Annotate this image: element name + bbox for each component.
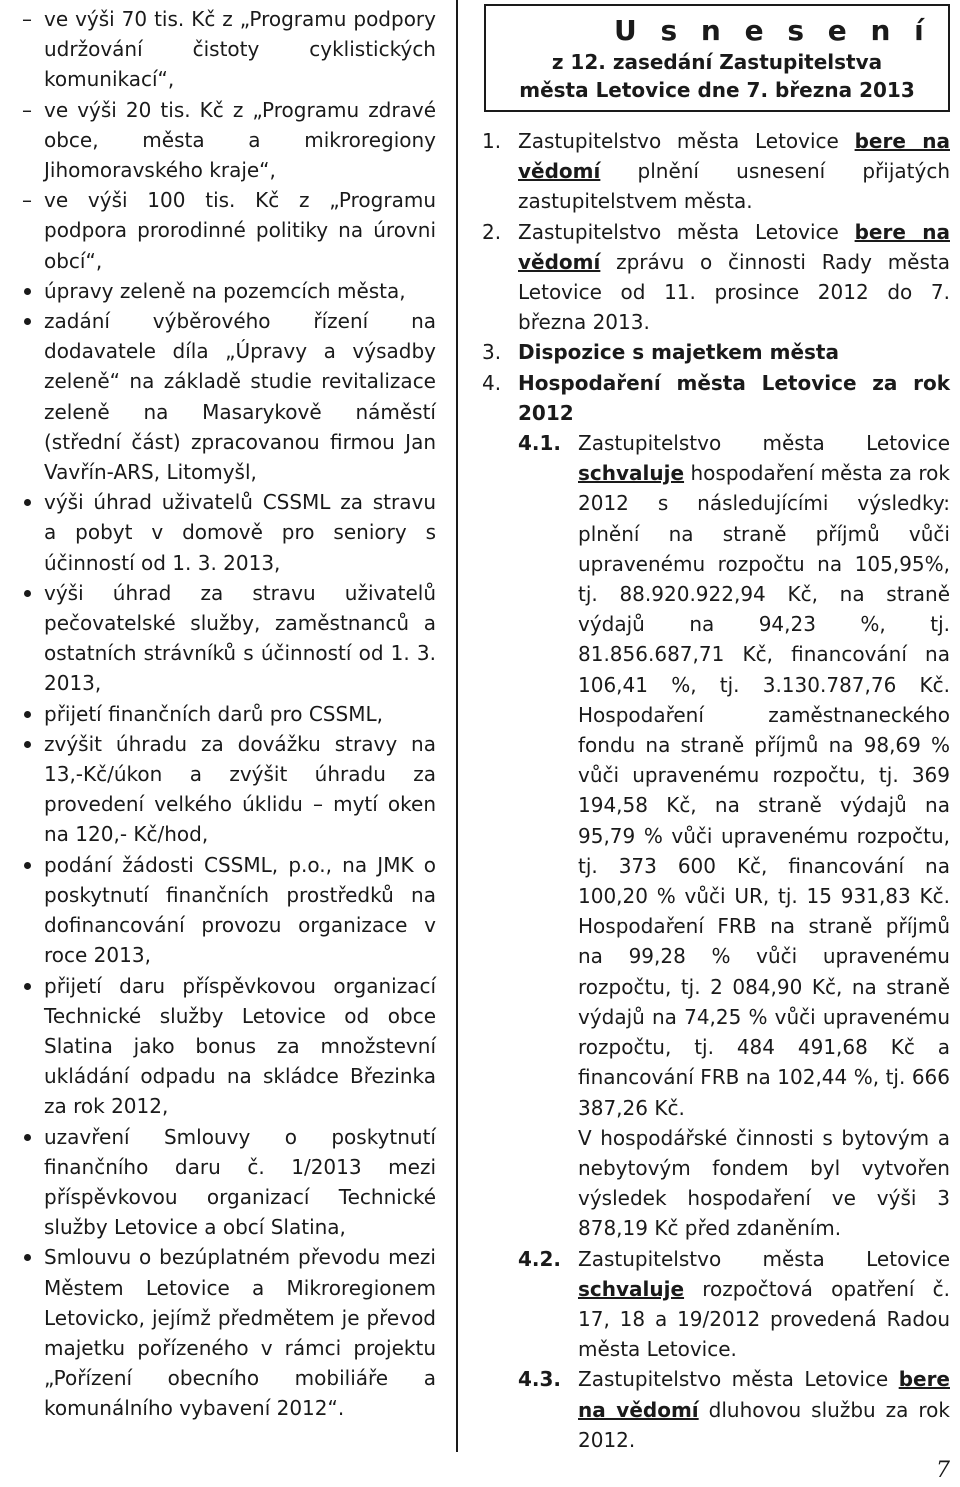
subitem-paragraph	[578, 428, 950, 1123]
bullet-icon	[24, 590, 31, 597]
item-heading: Dispozice s majetkem města	[518, 340, 839, 365]
item-number: 3.	[482, 340, 502, 365]
item-text-post: zprávu o činnosti Rady města Letovice od 11. prosince 2012 do 7. března 2013.	[518, 249, 950, 335]
bullet-icon	[24, 1254, 31, 1261]
item-text-post: plnění usnesení přijatých zastupitelstvem města.	[518, 159, 950, 214]
item-text-post: hospodaření města za rok 2012 s následujícími výsledky: plnění na straně příjmů vůči upravenému rozpočtu na 105,95%, tj. 88.920.922,94 Kč, na straně výdajů na 94,23 %, tj. 81.856.687,71 Kč, financování na 106,41 %, tj. 3.130.787,76 Kč. Hospodaření zaměstnaneckého fondu na straně příjmů na 98,69 % vůči upravenému rozpočtu, tj. 369 194,58 Kč, na straně výdajů na 95,79 % vůči upravenému rozpočtu, tj. 373 600 Kč, financování na 100,20 % vůči UR, tj. 15 931,83 Kč. Hospodaření FRB na straně příjmů na 99,28 % vůči upravenému rozpočtu, tj. 2 084,90 Kč, na straně výdajů na 74,25 % vůči upravenému rozpočtu, tj. 484 491,68 Kč a financování FRB na 102,44 %, tj. 666 387,26 Kč.	[578, 461, 950, 1120]
bullet-list	[22, 276, 436, 1424]
dash-icon: –	[22, 97, 32, 122]
list-item-text: podání žádosti CSSML, p.o., na JMK o poskytnutí finančních prostředků na dofinancování provozu organizace v roce 2013,	[44, 852, 436, 968]
bullet-icon	[24, 741, 31, 748]
item-number: 4.	[482, 370, 502, 395]
list-item	[22, 699, 436, 729]
resolution-item-1	[478, 126, 950, 217]
bullet-icon	[24, 1134, 31, 1141]
resolution-title: U s n e s e n í	[614, 14, 931, 47]
list-item-text: zvýšit úhradu za dovážku stravy na 13,-Kč/úkon a zvýšit úhradu za provedení velkého úklidu – mytí oken na 120,- Kč/hod,	[44, 731, 436, 847]
list-item	[22, 4, 436, 95]
subitem-paragraph-2: V hospodářské činnosti s bytovým a nebytovým fondem byl vytvořen výsledek hospodaření ve výši 3 878,19 Kč před zdaněním.	[578, 1125, 950, 1241]
list-item	[22, 487, 436, 578]
resolution-subitem-4-2	[478, 1244, 950, 1365]
right-column	[478, 4, 950, 1455]
subitem-number: 4.3.	[518, 1367, 562, 1392]
resolution-item-2	[478, 217, 950, 338]
list-item-text: ve výši 100 tis. Kč z „Programu podpora prorodinné politiky na úrovni obcí“,	[44, 188, 436, 273]
list-item-text: ve výši 20 tis. Kč z „Programu zdravé obce, města a mikroregiony Jihomoravského kraje“,	[44, 97, 436, 183]
item-heading: Hospodaření města Letovice za rok 2012	[518, 370, 950, 425]
column-divider	[456, 0, 458, 1452]
dash-list	[22, 4, 436, 276]
resolution-items	[478, 126, 950, 1455]
item-keyword: bere na vědomí	[578, 1367, 950, 1422]
bullet-icon	[24, 499, 31, 506]
resolution-subitem-4-3	[478, 1364, 950, 1455]
subitem-paragraph	[578, 1364, 950, 1455]
dash-icon: –	[22, 7, 32, 31]
item-text-post: dluhovou službu za rok 2012.	[578, 1397, 950, 1452]
bullet-icon	[24, 862, 31, 869]
page-number: 7	[936, 1458, 950, 1483]
left-column	[22, 4, 436, 1424]
list-item-text: přijetí finančních darů pro CSSML,	[44, 701, 383, 726]
item-keyword: bere na vědomí	[518, 219, 950, 274]
resolution-item-4	[478, 368, 950, 428]
subitem-paragraph	[578, 1244, 950, 1365]
bullet-icon	[24, 711, 31, 718]
resolution-subtitle: z 12. zasedání Zastupitelstva	[551, 50, 883, 74]
item-keyword: schvaluje	[578, 461, 685, 486]
item-text-pre: Zastupitelstvo města Letovice	[578, 1246, 950, 1271]
item-keyword: schvaluje	[578, 1276, 685, 1301]
bullet-icon	[24, 983, 31, 990]
resolution-date: města Letovice dne 7. března 2013	[519, 78, 915, 102]
resolution-item-3	[478, 337, 950, 367]
resolution-subitem-4-1	[478, 428, 950, 1243]
bullet-icon	[24, 318, 31, 325]
list-item-text: zadání výběrového řízení na dodavatele díla „Úpravy a výsadby zeleně“ na základě studie revitalizace zeleně na Masarykově náměstí (střední část) zpracovanou firmou Jan Vavřín-ARS, Litomyšl,	[44, 309, 436, 485]
bullet-icon	[24, 288, 31, 295]
item-number: 1.	[482, 129, 502, 153]
item-number: 2.	[482, 219, 502, 244]
list-item-text: výši úhrad uživatelů CSSML za stravu a pobyt v domově pro seniory s účinností od 1. 3. 2013,	[44, 490, 436, 575]
list-item	[22, 971, 436, 1122]
list-item	[22, 1122, 436, 1243]
list-item-text: ve výši 70 tis. Kč z „Programu podpory udržování čistoty cyklistických komunikací“,	[44, 7, 436, 92]
list-item	[22, 850, 436, 971]
list-item-text: výši úhrad za stravu uživatelů pečovatelské služby, zaměstnanců a ostatních strávníků s účinností od 1. 3. 2013,	[44, 580, 436, 696]
list-item	[22, 306, 436, 487]
item-keyword: bere na vědomí	[518, 129, 950, 184]
list-item	[22, 578, 436, 699]
subitem-number: 4.2.	[518, 1246, 562, 1271]
list-item-text: Smlouvu o bezúplatném převodu mezi Městem Letovice a Mikroregionem Letovicko, jejímž předmětem je převod majetku pořízeného v rámci projektu „Pořízení obecního mobiliáře a komunálního vybavení 2012“.	[44, 1245, 436, 1421]
item-text-post: rozpočtová opatření č. 17, 18 a 19/2012 provedená Radou města Letovice.	[578, 1276, 950, 1362]
list-item-text: přijetí daru příspěvkovou organizací Technické služby Letovice od obce Slatina jako bonus za množstevní ukládání odpadu na skládce Březinka za rok 2012,	[44, 973, 436, 1119]
resolution-header-box	[484, 4, 950, 112]
subitem-number: 4.1.	[518, 431, 562, 456]
list-item	[22, 276, 436, 306]
item-text-pre: Zastupitelstvo města Letovice	[578, 1367, 899, 1392]
list-item	[22, 729, 436, 850]
dash-icon: –	[22, 188, 32, 213]
list-item-text: úpravy zeleně na pozemcích města,	[44, 278, 406, 303]
list-item-text: uzavření Smlouvy o poskytnutí finančního daru č. 1/2013 mezi příspěvkovou organizací Technické služby Letovice a obcí Slatina,	[44, 1124, 436, 1240]
list-item	[22, 1242, 436, 1423]
list-item	[22, 185, 436, 276]
list-item	[22, 95, 436, 186]
item-text-pre: Zastupitelstvo města Letovice	[518, 219, 855, 244]
item-text-pre: Zastupitelstvo města Letovice	[578, 431, 950, 456]
item-text-pre: Zastupitelstvo města Letovice	[518, 129, 855, 153]
